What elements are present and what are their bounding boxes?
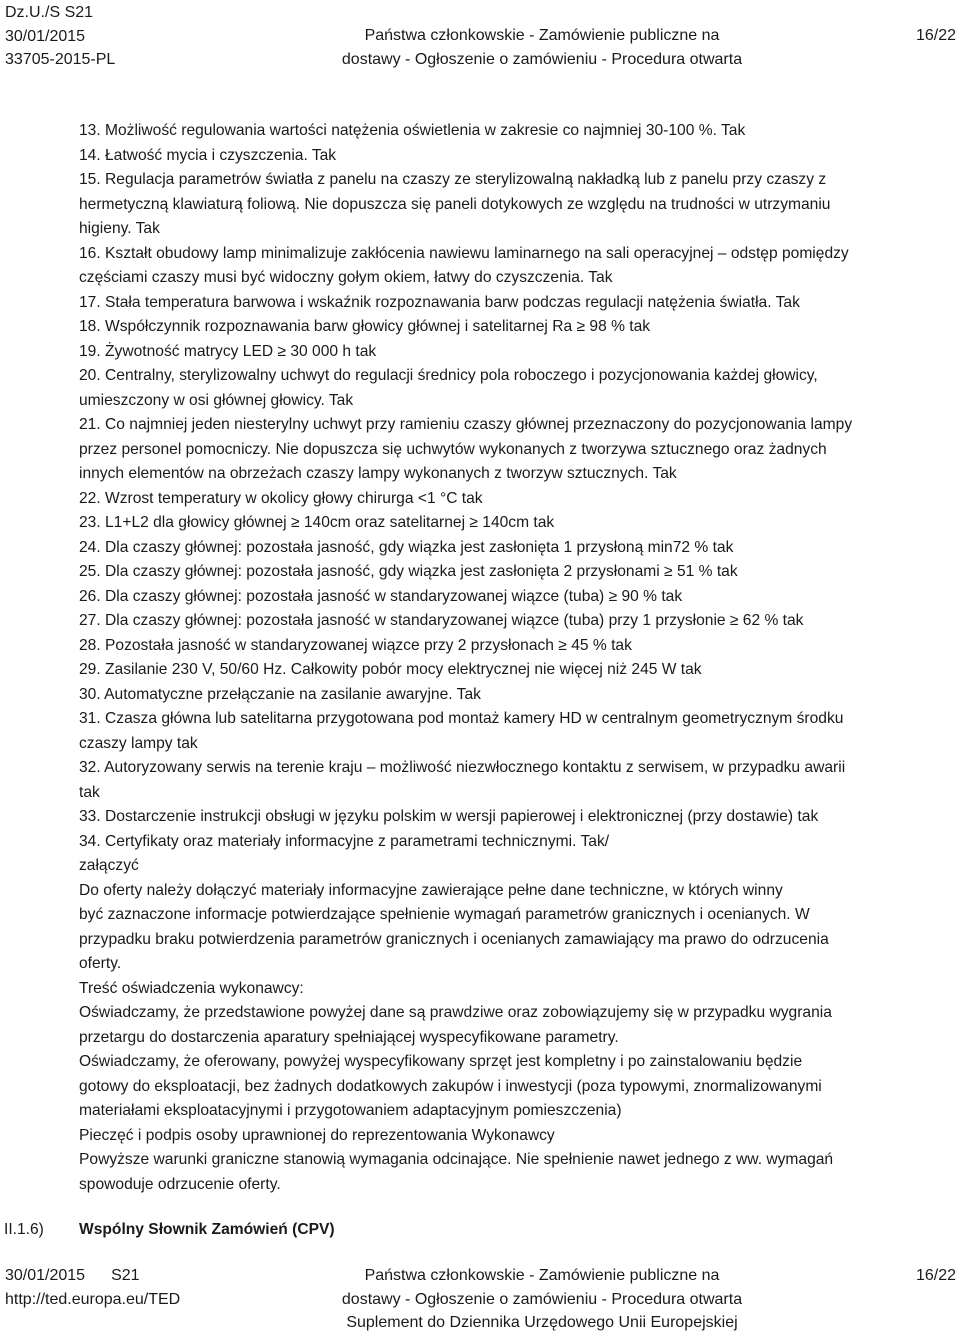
footer-center xyxy=(302,1264,782,1335)
text-line: 34. Certyfikaty oraz materiały informacyjne z parametrami technicznymi. Tak/ xyxy=(79,832,610,850)
text-line: 15. Regulacja parametrów światła z panelu na czaszy ze sterylizowalną nakładką lub z panelu przy czaszy z xyxy=(79,171,827,188)
section-title: Wspólny Słownik Zamówień (CPV) xyxy=(79,1221,335,1238)
text-line: gotowy do eksploatacji, bez żadnych dodatkowych zakupów i inwestycji (poza typowymi, znormalizowanymi xyxy=(79,1077,822,1095)
section-number: II.1.6) xyxy=(4,1221,44,1238)
footer-supplement: Suplement do Dziennika Urzędowego Unii Europejskiej xyxy=(346,1314,738,1331)
header-left xyxy=(5,1,115,72)
text-line: spowoduje odrzucenie oferty. xyxy=(79,1175,281,1193)
header-title-line-1: Państwa członkowskie - Zamówienie publiczne na xyxy=(364,27,720,44)
text-line: być zaznaczone informacje potwierdzające spełnienie wymagań parametrów granicznych i ocenianych. W xyxy=(79,906,810,923)
text-line: Pieczęć i podpis osoby uprawnionej do reprezentowania Wykonawcy xyxy=(79,1126,555,1144)
footer-date: 30/01/2015 xyxy=(5,1267,86,1284)
text-line: 19. Żywotność matrycy LED ≥ 30 000 h tak xyxy=(79,342,377,360)
text-line: przetargu do dostarczenia aparatury spełniającej wyspecyfikowane parametry. xyxy=(79,1028,619,1046)
text-line: przypadku braku potwierdzenia parametrów granicznych i ocenianych zamawiający ma prawo do odrzucenia xyxy=(79,930,829,948)
text-line: materiałami eksploatacyjnymi i przygotowaniem adaptacyjnym pomieszczenia) xyxy=(79,1102,622,1119)
text-line: Oświadczamy, że przedstawione powyżej dane są prawdziwe oraz zobowiązujemy się w przypadku wygrania xyxy=(79,1004,832,1021)
text-line: 24. Dla czaszy głównej: pozostała jasność, gdy wiązka jest zasłonięta 1 przysłoną min72 % tak xyxy=(79,538,734,556)
text-line: hermetyczną klawiaturą foliową. Nie dopuszcza się paneli dotykowych ze względu na trudności w utrzymaniu xyxy=(79,195,831,213)
text-line: Do oferty należy dołączyć materiały informacyjne zawierające pełne dane techniczne, w których winny xyxy=(79,881,783,899)
header-title-line-2: dostawy - Ogłoszenie o zamówieniu - Procedura otwarta xyxy=(341,50,743,68)
text-line: 31. Czasza główna lub satelitarna przygotowana pod montaż kamery HD w centralnym geometrycznym środku xyxy=(79,710,844,727)
footer-left xyxy=(5,1264,180,1311)
text-line: 16. Kształt obudowy lamp minimalizuje zakłócenia nawiewu laminarnego na sali operacyjnej – odstęp pomiędzy xyxy=(79,244,849,262)
text-line: Treść oświadczenia wykonawcy: xyxy=(79,979,304,997)
text-line: Powyższe warunki graniczne stanowią wymagania odcinające. Nie spełnienie nawet jednego z ww. wymagań xyxy=(79,1151,834,1168)
text-line: załączyć xyxy=(79,857,139,874)
header-page-number: 16/22 xyxy=(915,27,956,44)
text-line: tak xyxy=(79,783,100,801)
text-line: 22. Wzrost temperatury w okolicy głowy chirurga <1 °C tak xyxy=(79,489,483,507)
text-line: higieny. Tak xyxy=(79,220,160,237)
text-line: 28. Pozostała jasność w standaryzowanej wiązce przy 2 przysłonach ≥ 45 % tak xyxy=(79,636,632,654)
text-line: 32. Autoryzowany serwis na terenie kraju – możliwość niezwłocznego kontaktu z serwisem, w przypadku awarii xyxy=(79,759,846,776)
footer-page-number: 16/22 xyxy=(915,1267,956,1284)
header-center xyxy=(332,24,752,71)
text-line: 20. Centralny, sterylizowalny uchwyt do regulacji średnicy pola roboczego i pozycjonowania każdej głowicy, xyxy=(79,367,818,384)
text-line: czaszy lampy tak xyxy=(79,734,198,752)
footer-series: S21 xyxy=(111,1267,140,1284)
text-line: przez personel pomocniczy. Nie dopuszcza się uchwytów wykonanych z tworzywa sztucznego oraz żadnych xyxy=(79,440,827,458)
text-line: 14. Łatwość mycia i czyszczenia. Tak xyxy=(79,146,337,164)
text-line: Oświadczamy, że oferowany, powyżej wyspecyfikowany sprzęt jest kompletny i po zainstalowaniu będzie xyxy=(79,1053,803,1070)
text-line: 13. Możliwość regulowania wartości natężenia oświetlenia w zakresie co najmniej 30-100 %. Tak xyxy=(79,122,746,139)
header-date: 30/01/2015 xyxy=(5,27,86,45)
text-line: oferty. xyxy=(79,955,122,972)
text-line: częściami czaszy musi być widoczny gołym okiem, łatwy do czyszczenia. Tak xyxy=(79,269,613,286)
text-line: 29. Zasilanie 230 V, 50/60 Hz. Całkowity pobór mocy elektrycznej nie więcej niż 245 W tak xyxy=(79,661,702,678)
text-line: 18. Współczynnik rozpoznawania barw głowicy głównej i satelitarnej Ra ≥ 98 % tak xyxy=(79,318,651,335)
text-line: 17. Stała temperatura barwowa i wskaźnik rozpoznawania barw podczas regulacji natężenia światła. Tak xyxy=(79,293,800,311)
text-line: 25. Dla czaszy głównej: pozostała jasność, gdy wiązka jest zasłonięta 2 przysłonami ≥ 51 % tak xyxy=(79,563,738,580)
text-line: 26. Dla czaszy głównej: pozostała jasność w standaryzowanej wiązce (tuba) ≥ 90 % tak xyxy=(79,587,683,605)
footer-title-line-2: dostawy - Ogłoszenie o zamówieniu - Procedura otwarta xyxy=(341,1290,743,1308)
notice-number: 33705-2015-PL xyxy=(5,51,116,68)
text-line: 27. Dla czaszy głównej: pozostała jasność w standaryzowanej wiązce (tuba) przy 1 przysłonie ≥ 62 % tak xyxy=(79,612,804,629)
text-line: 21. Co najmniej jeden niesterylny uchwyt przy ramieniu czaszy głównej przeznaczony do pozycjonowania lampy xyxy=(79,416,853,433)
text-line: 23. L1+L2 dla głowicy głównej ≥ 140cm oraz satelitarnej ≥ 140cm tak xyxy=(79,514,555,531)
journal-ref: Dz.U./S S21 xyxy=(5,4,94,21)
footer-url-link[interactable]: http://ted.europa.eu/TED xyxy=(5,1290,181,1308)
text-line: umieszczony w osi głównej głowicy. Tak xyxy=(79,391,354,409)
document-body xyxy=(79,119,959,1197)
footer-title-line-1: Państwa członkowskie - Zamówienie publiczne na xyxy=(364,1267,720,1284)
text-line: innych elementów na obrzeżach czaszy lampy wykonanych z tworzyw sztucznych. Tak xyxy=(79,465,677,482)
text-line: 30. Automatyczne przełączanie na zasilanie awaryjne. Tak xyxy=(79,685,481,703)
text-line: 33. Dostarczenie instrukcji obsługi w języku polskim w wersji papierowej i elektronicznej (przy dostawie) tak xyxy=(79,808,819,825)
